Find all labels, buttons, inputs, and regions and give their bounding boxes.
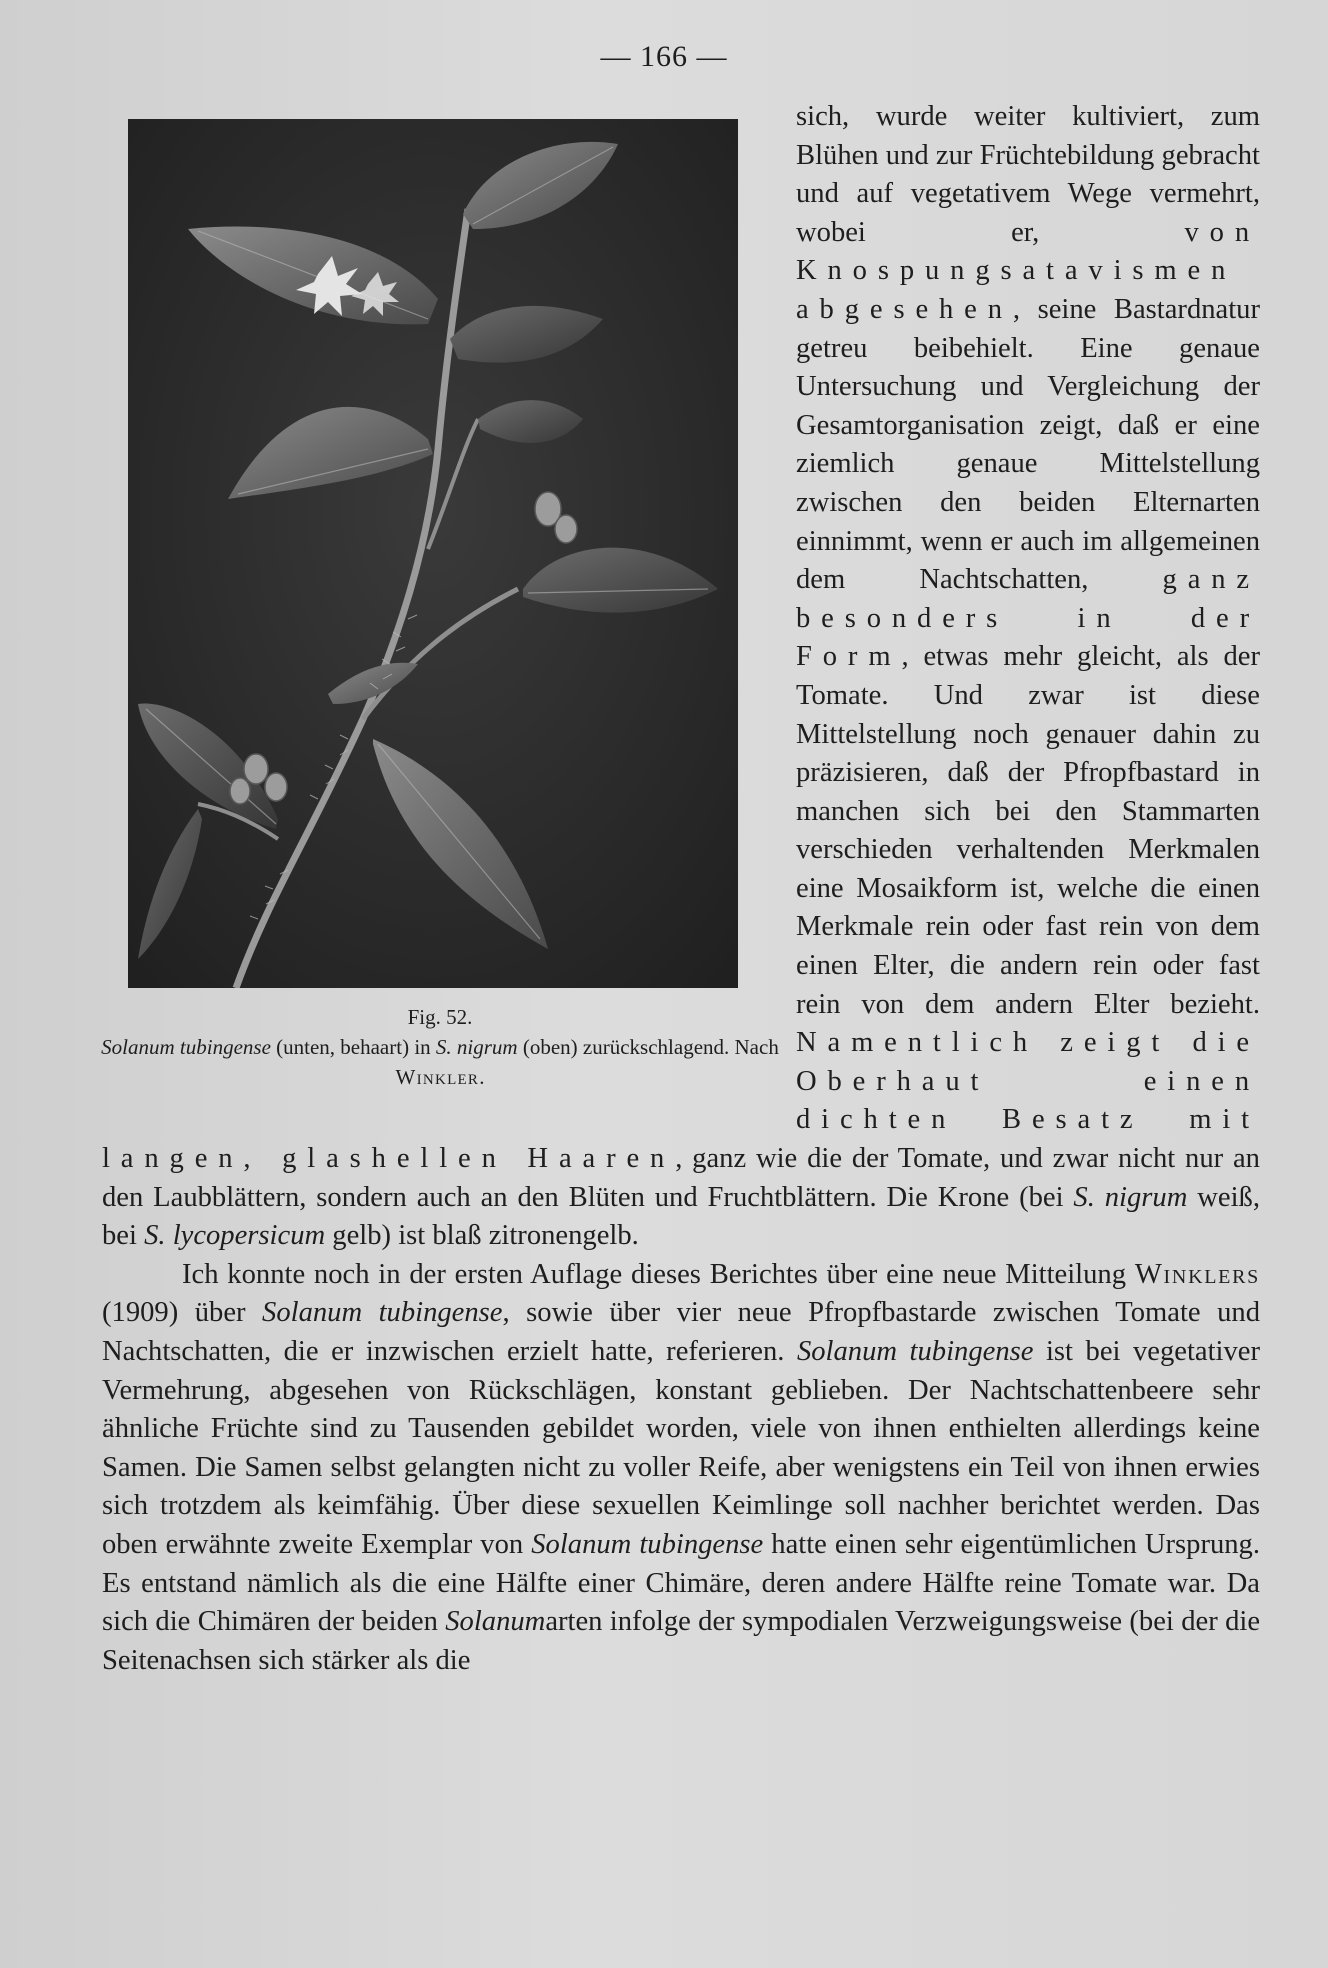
text-run: , sowie über vier neue Pfropfbastarde zwischen Tomate und Nachtschatten, die er inzwischen erzielt hatte, referieren. xyxy=(102,1297,1260,1367)
figure-label: Fig. 52. xyxy=(407,1005,473,1029)
caption-species-2: S. nigrum xyxy=(435,1035,518,1059)
body-text xyxy=(102,98,1260,1680)
figure-52 xyxy=(100,102,780,1126)
text-run: , etwas mehr gleicht, als der Tomate. Und zwar ist diese Mittelstellung noch genauer dahin zu präzisieren, daß der Pfropfbastard in manchen sich bei den Stammarten verschieden verhaltenden Merkmalen eine Mosaikform ist, welche die einen Merkmale rein oder fast rein von dem einen Elter, die andern rein oder fast rein von dem andern Elter bezieht. xyxy=(796,641,1260,1020)
emphasis-spaced: von Knospungsatavismen abgesehen xyxy=(796,216,1260,325)
species-name: Solanum xyxy=(445,1606,546,1638)
plant-photograph xyxy=(128,119,738,988)
caption-author: Winkler xyxy=(395,1065,480,1089)
text-run: weiß, bei xyxy=(102,1181,1260,1252)
text-run: gelb) ist blaß zitronengelb. xyxy=(325,1220,639,1252)
text-run: hatte einen sehr eigentümlichen Ursprung. Es entstand nämlich als die eine Hälfte einer Chimäre, deren andere Hälfte reine Tomate war. Da sich die Chimären der beiden xyxy=(102,1528,1261,1638)
caption-text-2: (oben) zurückschlagend. Nach xyxy=(517,1035,779,1059)
species-name: S. lycopersicum xyxy=(144,1220,326,1252)
emphasis-spaced: Namentlich zeigt die Oberhaut einen dichten Besatz mit langen, glashellen Haaren xyxy=(102,1027,1260,1175)
species-name: Solanum tubingense xyxy=(796,1336,1034,1367)
page-number: — 166 — xyxy=(600,40,728,73)
species-name: S. nigrum xyxy=(1073,1181,1188,1213)
text-run: arten infolge der sympodialen Verzweigungsweise (bei der die Seitenachsen sich stärker als die xyxy=(102,1606,1261,1676)
caption-period: . xyxy=(479,1065,485,1089)
caption-text: (unten, behaart) in xyxy=(270,1035,436,1059)
text-run: Ich konnte noch in der ersten Auflage dieses Berichtes über eine neue Mitteilung xyxy=(182,1258,1135,1290)
paragraph-2 xyxy=(102,1256,1260,1681)
author-name: Winklers xyxy=(1134,1258,1260,1290)
text-run: , ganz wie die der Tomate, und zwar nicht nur an den Laubblättern, sondern auch an den Blüten und Fruchtblättern. Die Krone (bei xyxy=(102,1143,1260,1213)
caption-species: Solanum tubingense xyxy=(101,1035,271,1059)
text-run: (1909) über xyxy=(102,1297,263,1329)
figure-caption xyxy=(100,1002,780,1092)
text-run: , seine Bastardnatur getreu beibehielt. Eine genaue Untersuchung und Vergleichung der Gesamtorganisation zeigt, daß er eine ziemlich genaue Mittelstellung zwischen den beiden Elternarten einnimmt, wenn er auch im allgemeinen dem Nachtschatten, xyxy=(796,293,1260,596)
species-name: Solanum tubingense xyxy=(262,1297,503,1329)
species-name: Solanum tubingense xyxy=(531,1528,764,1560)
text-run: ist bei vegetativer Vermehrung, abgesehen von Rückschlägen, konstant geblieben. Der Nachtschattenbeere sehr ähnliche Früchte sind zu Tausenden gebildet worden, viele von ihnen enthielten allerdings keine Samen. Die Samen selbst gelangten nicht zu voller Reife, aber wenigstens ein Teil von ihnen erwies sich trotzdem als keimfähig. Über diese sexuellen Keimlinge soll nachher berichtet werden. Das oben erwähnte zweite Exemplar von xyxy=(102,1336,1260,1560)
emphasis-spaced: ganz besonders in der Form xyxy=(796,564,1260,673)
text-run: sich, wurde weiter kultiviert, zum Blühen und zur Früchtebildung gebracht und auf vegetativem Wege vermehrt, wobei er, xyxy=(796,101,1260,248)
